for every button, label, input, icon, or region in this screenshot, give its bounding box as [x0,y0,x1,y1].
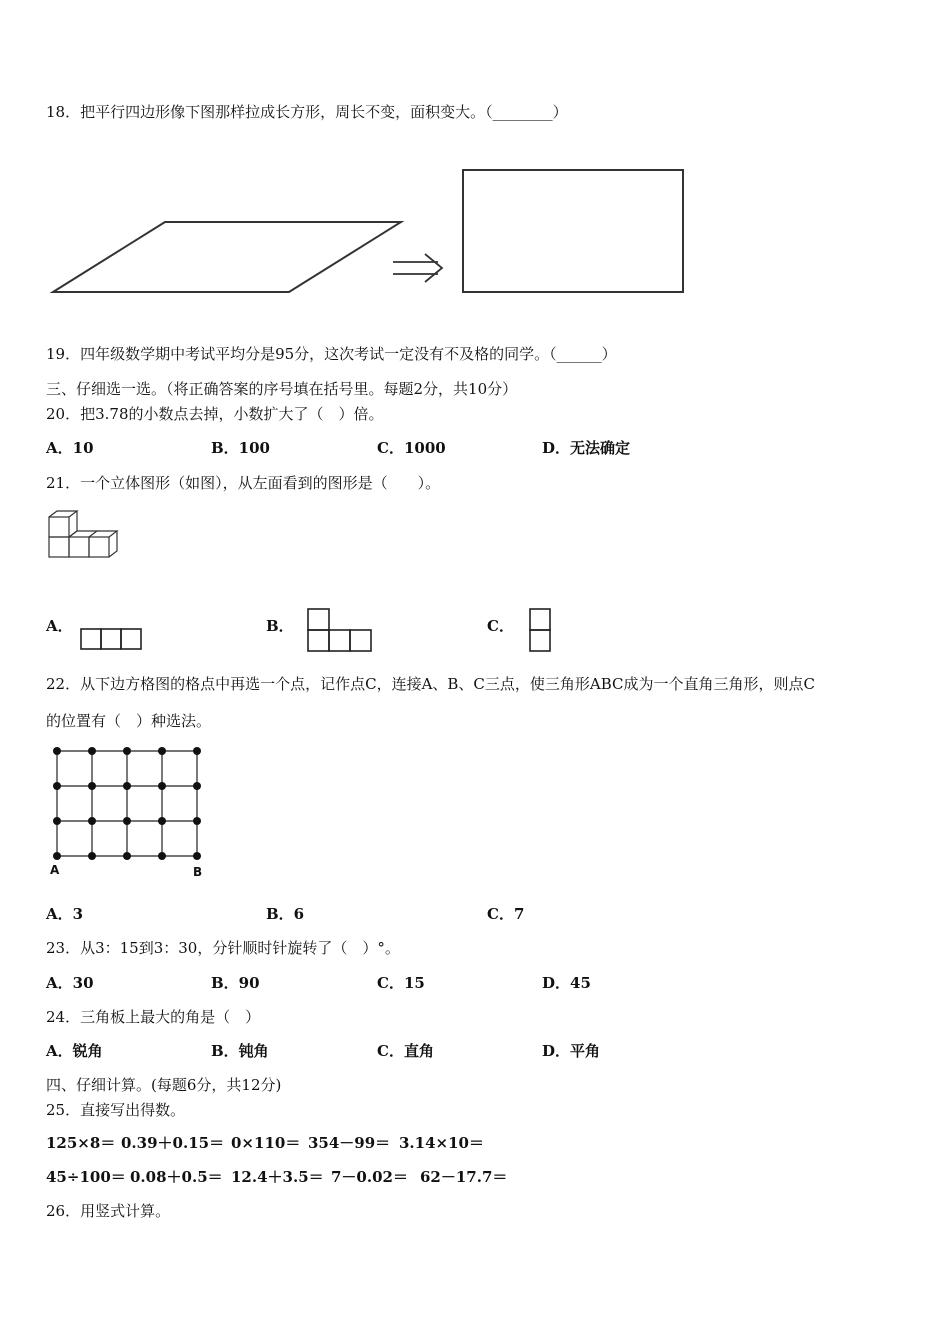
q21-option-a[interactable]: A． [46,617,73,635]
question-23: 23．从3：15到3：30，分针顺时针旋转了（ ）°。 [46,939,400,957]
grid-point [88,852,96,860]
grid-point [158,747,166,755]
grid-point [53,852,61,860]
q24-option-b[interactable]: B．钝角 [211,1042,269,1060]
grid-point [88,817,96,825]
grid-point [123,747,131,755]
calc-item: 62－17.7＝ [420,1168,508,1186]
q20-option-b[interactable]: B．100 [211,439,270,457]
question-20: 20．把3.78的小数点去掉，小数扩大了（ ）倍。 [46,405,384,423]
q22-option-a[interactable]: A．3 [46,905,84,923]
calc-item: 0×110＝ [231,1134,301,1152]
calc-item: 12.4＋3.5＝ [231,1168,324,1186]
grid-point [158,782,166,790]
q23-option-c[interactable]: C．15 [377,974,425,992]
calc-item: 0.39＋0.15＝ [121,1134,225,1152]
grid-point [88,782,96,790]
question-22-line-1: 22．从下边方格图的格点中再选一个点，记作点C，连接A、B、C三点，使三角形ABC成为一个直角三角形，则点C [46,675,815,693]
grid-point [53,817,61,825]
q21-option-b[interactable]: B． [266,617,294,635]
q24-option-d[interactable]: D．平角 [542,1042,601,1060]
calc-item: 354－99＝ [308,1134,391,1152]
grid-point [158,817,166,825]
q22-option-c[interactable]: C．7 [487,905,525,923]
grid-point [193,782,201,790]
question-19: 19．四年级数学期中考试平均分是95分，这次考试一定没有不及格的同学。（______） [46,345,617,363]
q20-option-a[interactable]: A．10 [46,439,94,457]
q22-option-b[interactable]: B．6 [266,905,305,923]
q20-option-c[interactable]: C．1000 [377,439,446,457]
calc-item: 3.14×10＝ [399,1134,484,1152]
q24-option-c[interactable]: C．直角 [377,1042,434,1060]
grid-point [193,852,201,860]
q23-option-b[interactable]: B．90 [211,974,260,992]
point-b-label: B [193,865,203,879]
calc-item: 7－0.02＝ [331,1168,408,1186]
grid-point [193,817,201,825]
grid-point [88,747,96,755]
grid-point [53,747,61,755]
q23-option-d[interactable]: D．45 [542,974,591,992]
calc-item: 125×8＝ [46,1134,116,1152]
grid-point [123,817,131,825]
question-18: 18．把平行四边形像下图那样拉成长方形，周长不变，面积变大。（________） [46,103,568,121]
calc-item: 45÷100＝ [46,1168,126,1186]
question-22-line-2: 的位置有（ ）种选法。 [46,712,212,730]
question-26: 26．用竖式计算。 [46,1202,171,1220]
grid-point [123,782,131,790]
q24-option-a[interactable]: A．锐角 [46,1042,103,1060]
section-4-title: 四、仔细计算。(每题6分，共12分) [46,1076,282,1094]
q20-option-d[interactable]: D．无法确定 [542,439,631,457]
question-21: 21．一个立体图形（如图），从左面看到的图形是（ ）。 [46,474,441,492]
section-3-title: 三、仔细选一选。（将正确答案的序号填在括号里。每题2分，共10分） [46,380,518,398]
grid-point [158,852,166,860]
point-a-label: A [50,863,60,877]
question-25: 25．直接写出得数。 [46,1101,186,1119]
grid-point [123,852,131,860]
q23-option-a[interactable]: A．30 [46,974,94,992]
calc-item: 0.08＋0.5＝ [130,1168,223,1186]
q21-option-c[interactable]: C． [487,617,514,635]
question-24: 24．三角板上最大的角是（ ） [46,1008,261,1026]
grid-point [53,782,61,790]
grid-point [193,747,201,755]
